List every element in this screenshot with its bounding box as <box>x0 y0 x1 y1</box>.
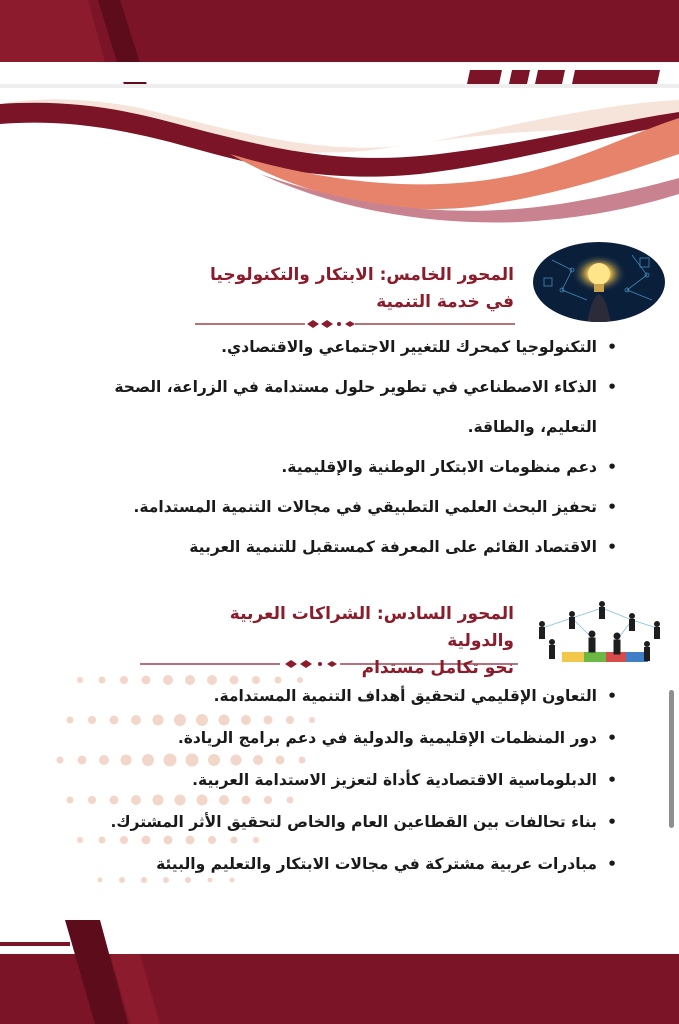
list-item <box>27 675 617 717</box>
list-item <box>27 527 617 567</box>
list-item-text: الاقتصاد القائم على المعرفة كمستقبل للتنمية العربية <box>189 538 597 556</box>
list-item-text: الذكاء الاصطناعي في تطوير حلول مستدامة في الزراعة، الصحة <box>114 378 597 396</box>
list-item-text: دور المنظمات الإقليمية والدولية في دعم برامج الريادة. <box>177 729 597 747</box>
list-item <box>27 327 617 367</box>
business-people-network-image <box>522 598 666 672</box>
list-item <box>27 487 617 527</box>
scrollbar-thumb[interactable] <box>669 690 674 828</box>
list-item-text: الدبلوماسية الاقتصادية كأداة لتعزيز الاستدامة العربية. <box>192 771 597 789</box>
list-item <box>27 843 617 885</box>
bullet-list-partnerships <box>27 675 617 885</box>
list-item-continuation: التعليم، والطاقة. <box>467 418 597 436</box>
list-item <box>27 447 617 487</box>
bottom-banner <box>0 918 679 1024</box>
list-item-text: التكنولوجيا كمحرك للتغيير الاجتماعي والاقتصادي. <box>221 338 597 356</box>
section-title-line1: المحور السادس: الشراكات العربية والدولية <box>229 604 514 651</box>
bullet-list-innovation <box>27 327 617 567</box>
list-item-text: بناء تحالفات بين القطاعين العام والخاص لتحقيق الأثر المشترك. <box>110 813 597 831</box>
section-title-innovation <box>174 262 514 316</box>
ai-brain-lightbulb-image <box>532 240 666 324</box>
ornamental-divider <box>140 658 518 670</box>
list-item <box>27 717 617 759</box>
top-banner <box>0 0 679 88</box>
list-item-text: دعم منظومات الابتكار الوطنية والإقليمية. <box>281 458 597 476</box>
list-item <box>27 367 617 447</box>
section-title-line2: في خدمة التنمية <box>376 292 514 312</box>
section-title-line2: نحو تكامل مستدام <box>361 658 514 678</box>
wave-header-decoration <box>0 94 679 224</box>
section-title-line1: المحور الخامس: الابتكار والتكنولوجيا <box>210 265 514 285</box>
list-item-text: التعاون الإقليمي لتحقيق أهداف التنمية المستدامة. <box>213 687 597 705</box>
list-item <box>27 759 617 801</box>
list-item-text: تحفيز البحث العلمي التطبيقي في مجالات التنمية المستدامة. <box>133 498 597 516</box>
list-item-text: مبادرات عربية مشتركة في مجالات الابتكار والتعليم والبيئة <box>156 855 597 873</box>
list-item <box>27 801 617 843</box>
